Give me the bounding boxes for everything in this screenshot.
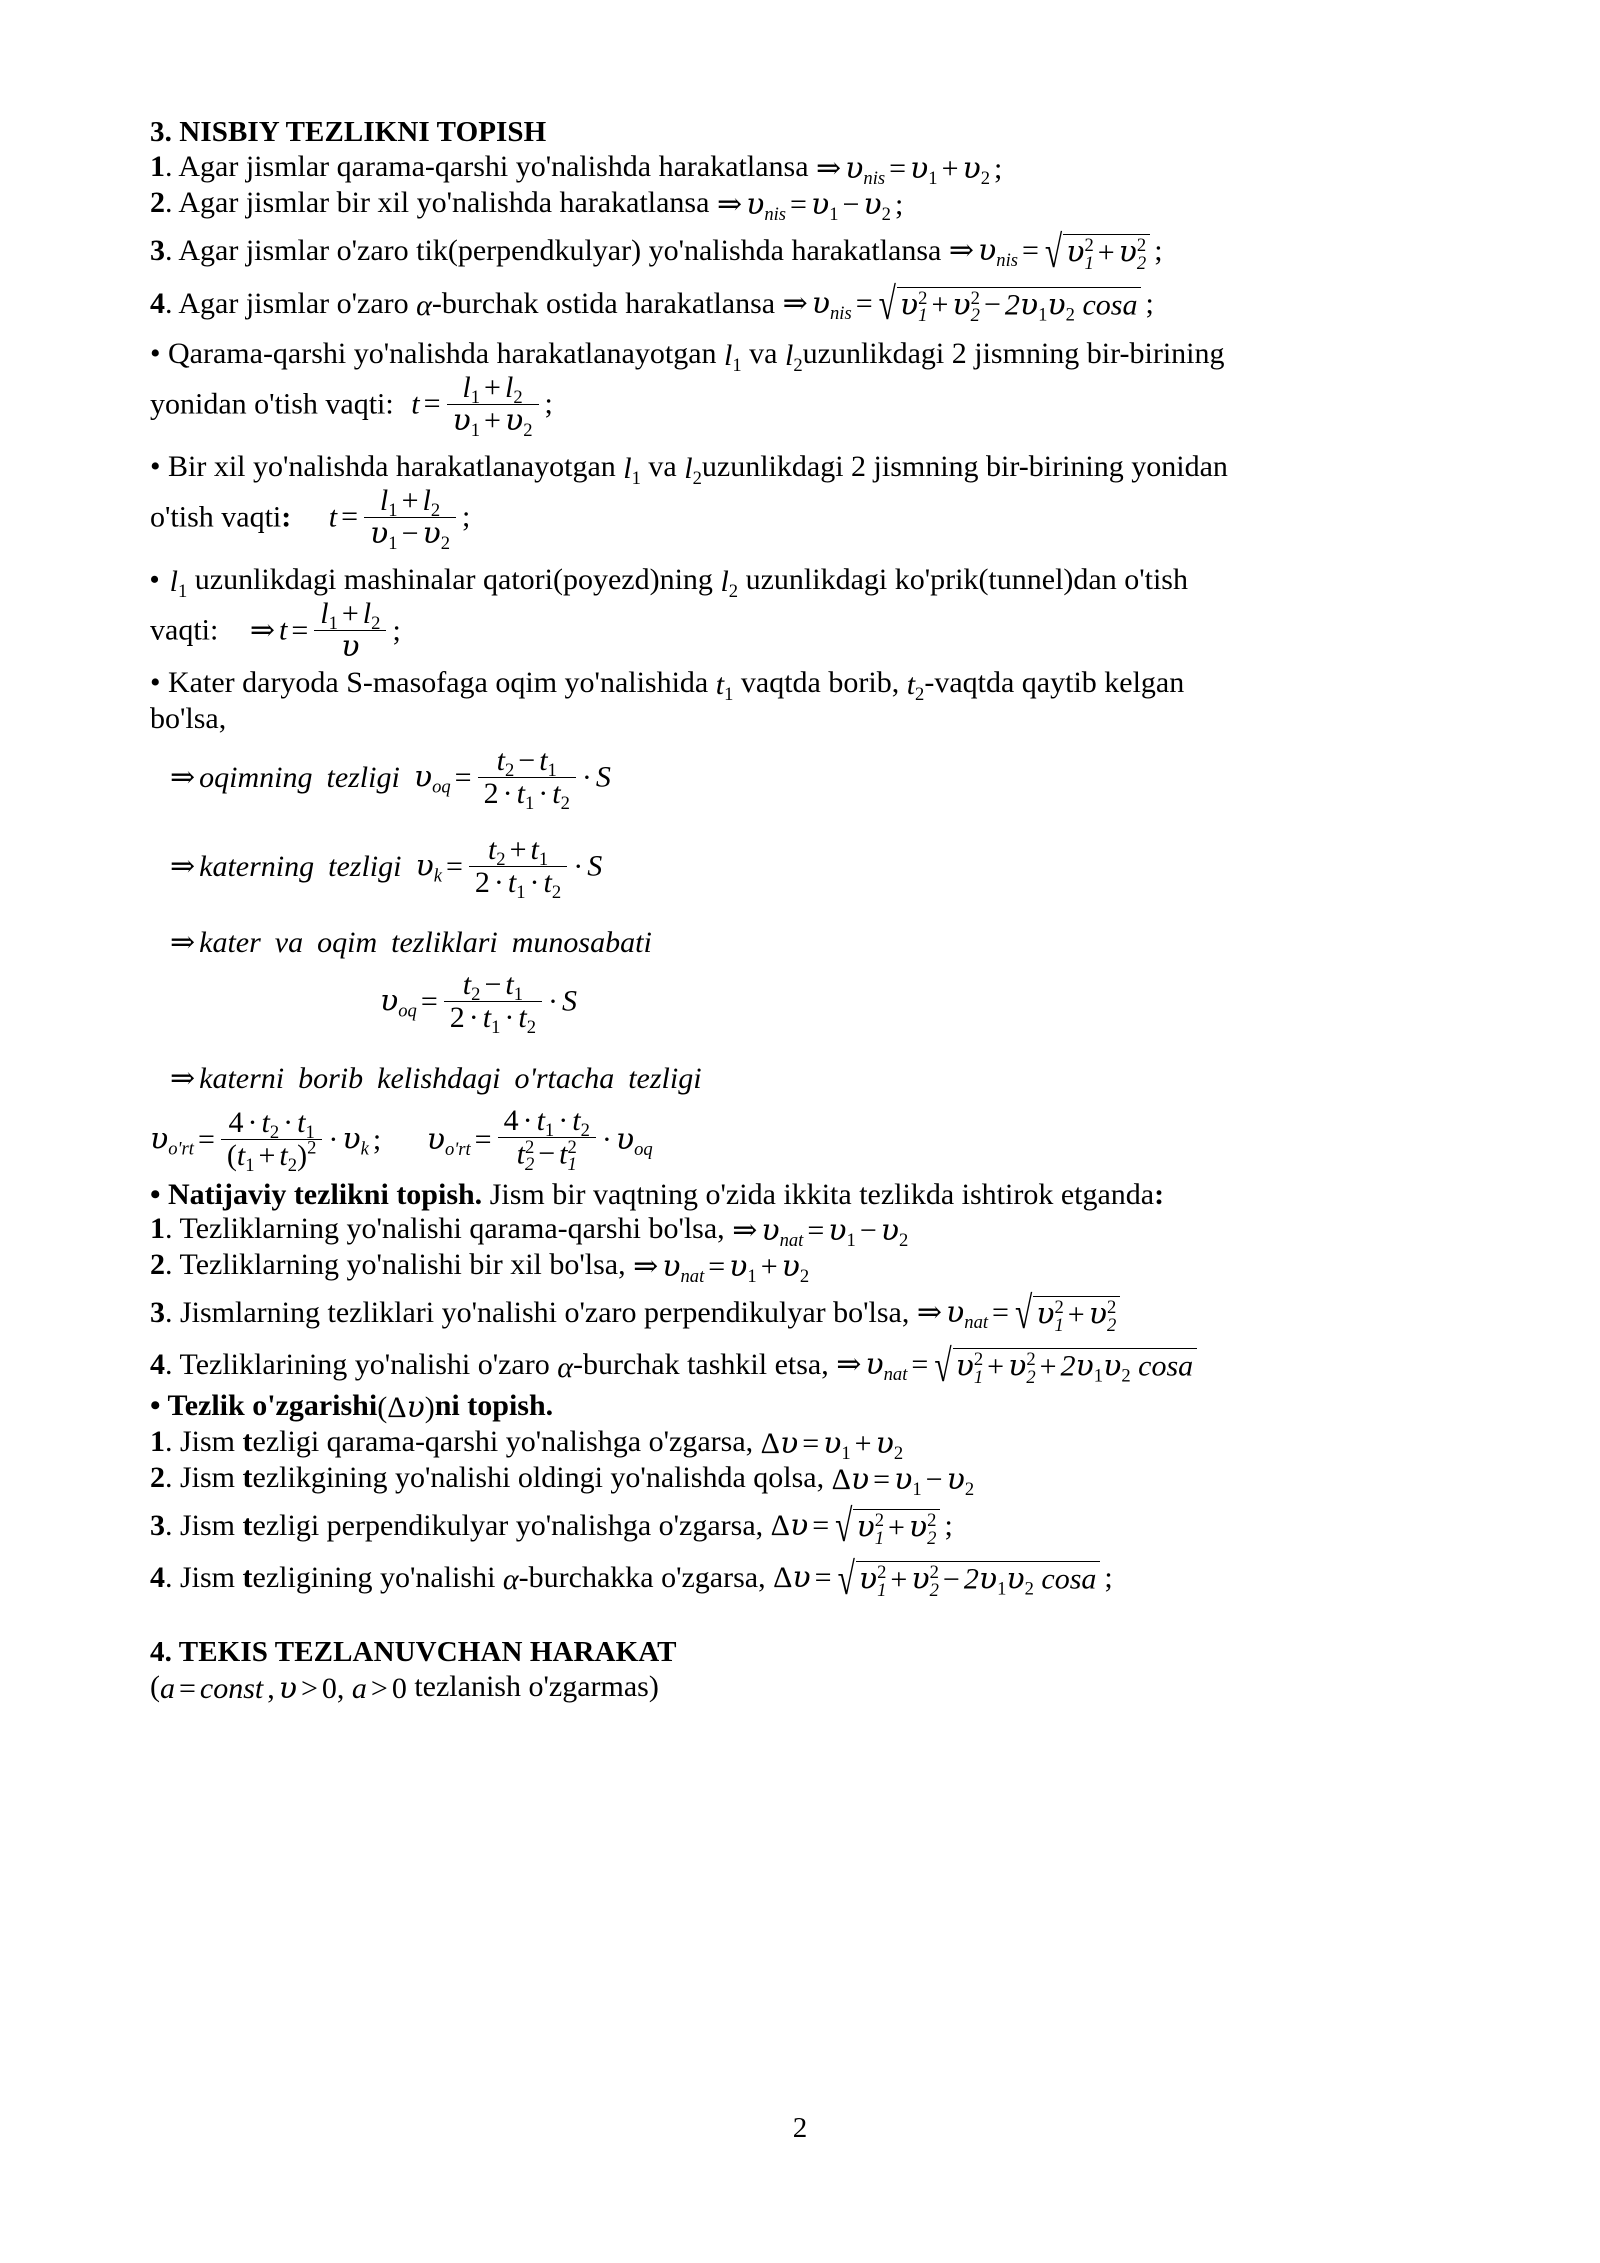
bullet-train-tunnel (150, 563, 1460, 603)
relative-velocity-item-1 (150, 150, 1460, 190)
velocity-change-item-4 (150, 1553, 1460, 1605)
formula-vnat-perpendicular: ⇒ $\upsilon_{nat}$ = √ υ 2 1 + υ 2 2 (917, 1296, 1120, 1334)
time-t1: $t_1$ (715, 668, 734, 706)
label-average: ⇒ katerni borib kelishdagi o'rtacha tezligi (170, 1064, 716, 1094)
page-content (150, 118, 1460, 1704)
item-number: 4 (150, 286, 165, 320)
formula-label: o'tish vaqti (150, 500, 282, 534)
length-l1: $l_1$ (724, 338, 742, 377)
formula-delta-v-angle: Δυ = √ υ 2 1 + υ 2 2 − $2\upsilon_1\upsilon_2$ cosa ; (773, 1553, 1113, 1605)
resultant-heading-rest: Jism bir vaqtning o'zida ikkita tezlikda ishtirok etganda (489, 1177, 1155, 1211)
item-text-a: . Jism (165, 1509, 243, 1543)
length-l1: $l_1$ (623, 452, 641, 490)
bullet-opposite-direction (150, 336, 1460, 377)
bullet-text-part1: • Kater daryoda S-masofaga oqim yo'nalishida (150, 666, 709, 700)
formula-vnis-sum: ⇒ $\upsilon_{nis} = \upsilon_1 + \upsilon_2$ ; (816, 151, 1003, 190)
item-text-before: . Agar jismlar o'zaro (165, 286, 409, 320)
item-number: 3 (150, 1296, 165, 1330)
label-word-va: va (274, 926, 304, 960)
formula-time-same: t = $\frac{l_1 + l_2}{\upsilon_1 - \upsilon_2}$ ; (328, 484, 471, 555)
formula-average-2: $\upsilon_{o'rt}$ = $4 \cdot t_1 \cdot t_2$ t 2 2 − t 2 1 · $\upsilon_{oq}$ (426, 1103, 653, 1176)
item-number: 4 (150, 1348, 165, 1382)
relative-velocity-item-4 (150, 278, 1460, 330)
bullet-marker: • (150, 565, 160, 595)
item-text-c: ezligining yo'nalishi (252, 1561, 503, 1595)
page-number: 2 (792, 2112, 808, 2144)
formula-vnat-angle: ⇒ $\upsilon_{nat}$ = √ υ 2 1 + υ 2 2 + $2\upsilon_1\upsilon_2$ cosa (836, 1348, 1197, 1386)
bullet-boat-river (150, 666, 1460, 706)
item-number: 3 (150, 1509, 165, 1543)
item-text-c: ezligi qarama-qarshi yo'nalishga o'zgarsa, (252, 1424, 754, 1458)
bullet-text-part3: -vaqtda qaytib kelgan (924, 666, 1185, 700)
accelerated-condition-line (150, 1669, 1460, 1706)
bullet-text-part2: uzunlikdagi ko'prik(tunnel)dan o'tish (745, 563, 1188, 597)
item-text-d: -burchakka o'zgarsa, (518, 1561, 766, 1595)
label-word-ortacha: o'rtacha (514, 1061, 615, 1095)
resultant-item-3 (150, 1288, 1460, 1339)
velocity-change-item-2 (150, 1460, 1460, 1501)
item-number: 2 (150, 1247, 165, 1281)
conjunction-va: va (648, 449, 677, 483)
item-number: 4 (150, 1561, 165, 1595)
item-text: . Tezliklarning yo'nalishi qarama-qarshi bo'lsa, (165, 1211, 725, 1245)
formula-flow-speed: ⇒ oqimning tezligi $\upsilon_{oq}$ = $\frac{t_2 - t_1}{2 \cdot t_1 \cdot t_2}$ · S (170, 744, 611, 815)
condition-text: tezlanish o'zgarmas) (414, 1669, 659, 1703)
item-text-b: t (242, 1509, 253, 1543)
resultant-heading-colon: : (1154, 1177, 1165, 1211)
formula-average-line (150, 1103, 1460, 1177)
section-heading-relative-velocity: 3. NISBIY TEZLIKNI TOPISH (150, 116, 547, 148)
bullet-text-part2: uzunlikdagi 2 jismning bir-birining (802, 336, 1225, 370)
label-word-katerni: katerni (199, 1061, 285, 1095)
formula-delta-v-perpendicular: Δυ = √ υ 2 1 + υ 2 2 ; (770, 1500, 953, 1552)
item-text: . Agar jismlar bir xil yo'nalishda harakatlansa (165, 186, 710, 220)
label-word-oqim: oqim (317, 926, 378, 960)
bullet-text-part2: uzunlikdagi 2 jismning bir-birining yonidan (701, 449, 1228, 483)
item-text-a: . Jism (165, 1424, 243, 1458)
formula-delta-v-diff: $\Delta\upsilon = \upsilon_1 - \upsilon_2$ (831, 1461, 975, 1501)
item-text: . Jismlarning tezliklari yo'nalishi o'zaro perpendikulyar bo'lsa, (165, 1296, 910, 1330)
section-heading-accelerated: 4. TEKIS TEZLANUVCHAN HARAKAT (150, 1635, 677, 1668)
label-tezligi: tezligi (328, 849, 402, 883)
item-text-c: ezlikgining yo'nalishi oldingi yo'nalishda qolsa, (252, 1460, 825, 1494)
relative-velocity-item-3 (150, 226, 1460, 277)
item-text-a: . Jism (165, 1460, 243, 1494)
label-oqimning: oqimning (199, 760, 313, 794)
bullet-same-direction (150, 449, 1460, 490)
item-text: . Tezliklarning yo'nalishi bir xil bo'lsa, (165, 1247, 626, 1281)
bullet-text-part1: • Bir xil yo'nalishda harakatlanayotgan (150, 449, 616, 483)
item-text-a: . Jism (165, 1561, 243, 1595)
label-average-line (150, 1061, 1480, 1093)
formula-delta-v-sum: $\Delta\upsilon = \upsilon_1 + \upsilon_2$ (760, 1425, 904, 1464)
length-l1: $l_1$ (169, 565, 188, 603)
velocity-change-item-3 (150, 1500, 1460, 1552)
formula-time-train: ⇒ t = $\frac{l_1 + l_2}{\upsilon}$ ; (249, 597, 401, 665)
resultant-item-2 (150, 1247, 1460, 1288)
bullet-boat-river-line2: bo'lsa, (150, 702, 227, 736)
formula-vnat-sum: ⇒ $\upsilon_{nat} = \upsilon_1 + \upsilon_2$ (633, 1249, 810, 1288)
item-number: 1 (150, 150, 165, 183)
velocity-change-heading-part1: • Tezlik o'zgarishi (150, 1388, 378, 1422)
item-text-c: ezligi perpendikulyar yo'nalishga o'zgarsa, (252, 1509, 764, 1543)
alpha-symbol: α (557, 1350, 573, 1384)
time-t2: $t_2$ (906, 668, 925, 706)
item-text-after: -burchak tashkil etsa, (572, 1348, 829, 1382)
item-text: . Agar jismlar qarama-qarshi yo'nalishda harakatlansa (165, 150, 809, 183)
label-word-tezliklari: tezliklari (391, 926, 498, 960)
formula-vnis-angle: ⇒ $\upsilon_{nis}$ = √ υ 2 1 + υ 2 2 − $2\upsilon_1\upsilon_2$ cosa ; (782, 278, 1154, 330)
bullet-text-part1: uzunlikdagi mashinalar qatori(poyezd)ning (194, 563, 713, 597)
conjunction-va: va (749, 336, 778, 370)
label-word-borib: borib (298, 1061, 364, 1095)
delta-upsilon-paren: (Δυ) (377, 1389, 435, 1425)
formula-vnis-diff: ⇒ $\upsilon_{nis} = \upsilon_1 - \upsilon_2$ ; (716, 187, 904, 226)
condition-open-paren: ( (150, 1669, 160, 1703)
item-text-before: . Tezliklarining yo'nalishi o'zaro (165, 1348, 550, 1382)
label-relation-line (150, 926, 1480, 958)
item-number: 2 (150, 186, 165, 220)
velocity-change-heading-part2: ni topish. (434, 1388, 554, 1422)
formula-label: vaqti: (150, 613, 219, 647)
formula-boat-speed-line (150, 833, 1480, 904)
label-word-kater: kater (199, 926, 261, 960)
formula-vnat-diff: ⇒ $\upsilon_{nat} = \upsilon_1 - \upsilon_2$ (732, 1212, 909, 1252)
resultant-item-4 (150, 1340, 1460, 1392)
item-text-b: t (242, 1424, 253, 1458)
label-word-tezligi: tezligi (628, 1061, 702, 1095)
formula-relation: $\upsilon_{oq}$ = $\frac{t_2 - t_1}{2 \cdot t_1 \cdot t_2}$ · S (380, 968, 578, 1039)
item-number: 3 (150, 234, 165, 268)
bullet-text-part1: • Qarama-qarshi yo'nalishda harakatlanayotgan (150, 336, 717, 370)
item-text-b: t (242, 1460, 253, 1494)
formula-time-opposite: t = $\frac{l_1 + l_2}{\upsilon_1 + \upsilon_2}$ ; (411, 370, 553, 442)
formula-relation-line (150, 968, 1600, 1039)
resultant-heading-bold: • Natijaviy tezlikni topish. (150, 1177, 483, 1211)
resultant-heading-line (150, 1177, 1460, 1211)
label-relation: ⇒ kater va oqim tezliklari munosabati (170, 928, 666, 958)
velocity-change-heading-line (150, 1388, 1460, 1425)
formula-label-colon: : (281, 500, 292, 534)
bullet-opposite-direction-formula-line (150, 370, 1460, 442)
label-katerning: katerning (199, 849, 315, 883)
label-word-kelishdagi: kelishdagi (377, 1061, 501, 1095)
relative-velocity-item-2 (150, 186, 1460, 226)
formula-flow-speed-line (150, 744, 1480, 815)
condition-math: a = const , υ > 0, a > 0 (160, 1670, 407, 1706)
item-number: 1 (150, 1211, 165, 1245)
label-word-munosabati: munosabati (511, 926, 652, 960)
bullet-text-part2: vaqtda borib, (740, 666, 900, 700)
velocity-change-item-1 (150, 1424, 1460, 1464)
resultant-item-1 (150, 1211, 1460, 1252)
bullet-train-tunnel-formula-line (150, 597, 1460, 665)
formula-boat-speed: ⇒ katerning tezligi $\upsilon_k$ = $\frac{t_2 + t_1}{2 \cdot t_1 \cdot t_2}$ · S (170, 833, 603, 904)
alpha-symbol: α (502, 1563, 519, 1597)
formula-average-1: $\upsilon_{o'rt}$ = $\frac{4 \cdot t_2 \cdot t_1}{(t_1 + t_2)^2}$ · $\upsilon_k$ ; (150, 1106, 382, 1177)
length-l2: $l_2$ (720, 565, 739, 603)
length-l2: $l_2$ (684, 452, 702, 490)
item-text: . Agar jismlar o'zaro tik(perpendkulyar) yo'nalishda harakatlansa (165, 234, 942, 268)
item-text-after: -burchak ostida harakatlansa (431, 286, 776, 320)
label-tezligi: tezligi (326, 760, 400, 794)
formula-vnis-perpendicular: ⇒ $\upsilon_{nis}$ = √ υ 2 1 + υ 2 2 ; (948, 226, 1163, 277)
bullet-same-direction-formula-line (150, 484, 1460, 555)
formula-label: yonidan o'tish vaqti: (150, 387, 394, 421)
item-number: 1 (150, 1424, 165, 1458)
item-number: 2 (150, 1460, 165, 1494)
item-text-b: t (242, 1561, 253, 1595)
alpha-symbol: α (416, 288, 432, 322)
length-l2: $l_2$ (784, 338, 803, 377)
